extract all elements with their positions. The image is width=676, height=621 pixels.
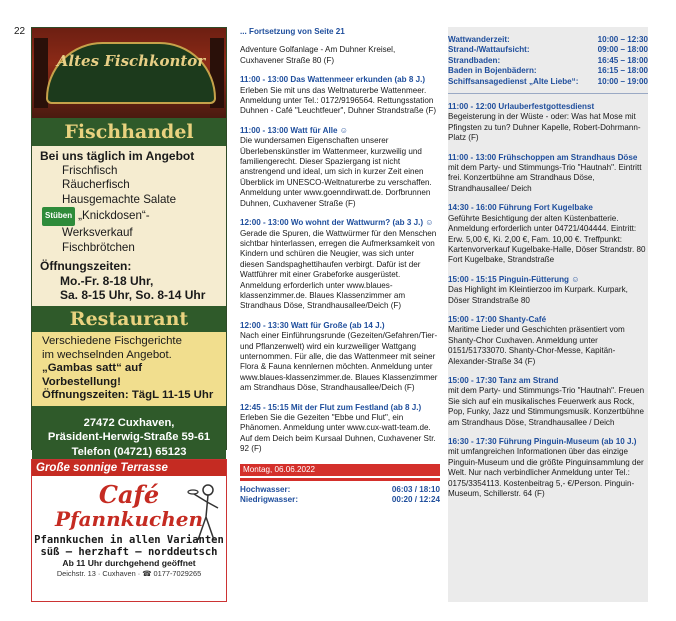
offer-heading: Bei uns täglich im Angebot: [40, 149, 195, 163]
hours-heading: Öffnungszeiten:: [40, 259, 132, 274]
event-title: 12:00 - 13:30 Watt für Große (ab 14 J.): [240, 320, 385, 330]
fischhandel-banner: Fischhandel: [32, 118, 226, 146]
event-title: 12:00 - 13:00 Wo wohnt der Wattwurm? (ab 3 J.) ☺: [240, 218, 434, 228]
events-column-middle: [240, 27, 440, 602]
schedule-value: 10:00 – 12:30: [597, 35, 648, 44]
event-body: Maritime Lieder und Geschichten präsentiert vom Shanty-Chor Cuxhaven. Anmeldung unter 0151/51733070. Shanty-Chor-Messe, Kapitän-Alexander-Straße 34 (F): [448, 325, 625, 366]
event-entry: [448, 203, 648, 265]
offer-item-text: „Knickdosen“-: [78, 209, 150, 223]
event-body: Gerade die Spuren, die Wattwürmer für den Menschen sichtbar hinterlassen, erregen die Aufmerksamkeit von Kindern und schüren die Neugier, was sich unter diesen Sandspaghettihaufen verbirgt. Dafür ist der Wattführer mit einer Grabeforke ausgerüstet. Anmeldung erforderlich unter www.blaues-klassenzimmer.de. Blaues Klassenzimmer am Strandhaus Döse, Strandhausallee/Deich (F): [240, 228, 437, 311]
tide-row: [240, 485, 440, 495]
event-entry: [240, 321, 440, 394]
event-body: Geführte Besichtigung der alten Küstenbatterie. Anmeldung erforderlich unter 04721/404444. Eintritt: Erw. 5,00 €, Ki. 2,00 €, Fam. 10,00 €. Treffpunkt: Kartenvorverkauf Kugelbake-Halle, Döser Strandstr. 80 Fort Kugelbake, Strandstraße: [448, 213, 646, 265]
event-title: 11:00 - 12:00 Urlauberfestgottesdienst: [448, 102, 595, 112]
tide-label: Niedrigwasser:: [240, 495, 299, 505]
restaurant-line: „Gambas satt“ auf Vorbestellung!: [42, 362, 143, 388]
event-entry: [240, 218, 440, 312]
event-title: 14:30 - 16:00 Führung Fort Kugelbake: [448, 203, 593, 213]
event-body: Nach einer Einführungsrunde (Gezeiten/Gefahren/Tier- und Pflanzenwelt) wird ein kurzweiliger Wattgang unternommen. Für alle, die das Wattenmeer mit seiner Flora & Fauna kennlernen möchten. Anmeldung unter www.blaues-klassenzimmer.de. Blaues Klassenzimmer am Strandhaus Döse, Strandhausallee/Deich (F): [240, 331, 438, 393]
event-entry: [448, 102, 648, 144]
tide-label: Hochwasser:: [240, 485, 291, 495]
address-street: Präsident-Herwig-Straße 59-61: [47, 431, 211, 444]
event-title: 11:00 - 13:00 Watt für Alle ☺: [240, 125, 348, 135]
continuation-note: ... Fortsetzung von Seite 21: [240, 27, 345, 36]
schedule-label: Strandbaden:: [448, 55, 501, 65]
restaurant-banner: Restaurant: [32, 306, 226, 332]
day-divider: [240, 478, 440, 481]
intro-entry: Adventure Golfanlage - Am Duhner Kreisel, Cuxhavener Straße 80 (F): [240, 45, 396, 65]
event-body: Die wundersamen Eigenschaften unserer Überlebenskünstler im Wattenmeer, kurzweilig und familiengerecht. Dieser Spaziergang ist nicht anstrengend und ideal, um sich in kurzer Zeit einen Überblick im UNESCO-Weltnaturerbe zu verschaffen. Anmeldung unter www.goenndirwatt.de. Dorfbrunnen Duhnen, Cuxhavener Straße (F): [240, 136, 432, 208]
event-body: mit dem Party- und Stimmungs-Trio "Hautnah". Eintritt frei. Konzertbühne am Strandhaus Döse, Strandhausallee/ Deich: [448, 163, 642, 193]
event-title: 11:00 - 13:00 Frühschoppen am Strandhaus Döse: [448, 152, 638, 162]
terrace-banner: Große sonnige Terrasse: [32, 460, 226, 476]
chef-figure-icon: [188, 482, 222, 542]
restaurant-line: Verschiedene Fischgerichte: [42, 334, 182, 347]
event-body: Begeisterung in der Wüste - oder: Was hat Mose mit Pfingsten zu tun? Duhner Kapelle, Robert-Dohrmann-Platz (F): [448, 112, 641, 143]
schedule-label: Wattwanderzeit:: [448, 35, 510, 44]
offer-list: [32, 146, 226, 303]
pfannkuchen-ad: [31, 459, 227, 602]
schedule-row: [448, 66, 648, 76]
event-entry: [240, 403, 440, 455]
event-entry: [448, 315, 648, 367]
sign-text: Altes Fischkontor: [56, 52, 206, 70]
address-phone: Telefon (04721) 65123: [71, 445, 187, 458]
ad-footer: Deichstr. 13 · Cuxhaven · ☎ 0177-7029265: [56, 569, 202, 578]
restaurant-line: im wechselnden Angebot.: [42, 348, 172, 361]
schedule-row: [448, 35, 648, 45]
tide-value: 06:03 / 18:10: [391, 485, 440, 495]
schedule-label: Strand-/Wattaufsicht:: [448, 45, 530, 55]
hours-line: Sa. 8-15 Uhr, So. 8-14 Uhr: [60, 288, 206, 303]
offer-item: Werksverkauf: [62, 225, 133, 239]
event-title: 11:00 - 13:00 Das Wattenmeer erkunden (ab 8 J.): [240, 75, 426, 85]
event-entry: [448, 153, 648, 195]
event-body: mit dem Party- und Stimmungs-Trio "Hautnah". Freuen Sie sich auf ein musikalisches Feuerwerk aus Rock, Pop, Funky, Jazz und Stimmungsmusik. Konzertbühne am Strandhaus Döse, Strandhausallee / Deich: [448, 386, 645, 427]
event-entry: [240, 75, 440, 117]
tide-row: [240, 495, 440, 505]
schedule-label: Baden in Bojenbädern:: [448, 66, 537, 76]
offer-item: Hausgemachte Salate: [62, 192, 177, 206]
fischkontor-ad: [31, 27, 227, 458]
ad-line: Pfannkuchen in allen Varianten: [34, 534, 224, 546]
tide-value: 00:20 / 12:24: [391, 495, 440, 505]
event-entry: [448, 376, 648, 428]
event-title: 16:30 - 17:30 Führung Pinguin-Museum (ab 10 J.): [448, 437, 637, 446]
event-title: 15:00 - 17:30 Tanz am Strand: [448, 375, 559, 385]
day-header: Montag, 06.06.2022: [240, 464, 440, 476]
offer-item: Fischbrötchen: [62, 240, 135, 254]
schedule-row: [448, 77, 648, 87]
offer-item: [40, 207, 220, 226]
schedule-value: 16:45 – 18:00: [597, 55, 648, 65]
event-body: mit umfangreichen Informationen über das einzige Pinguin-Museum und die größte Pinguinsammlung der Welt. Nur nach verbindlicher Anmeldung unter Tel.: 0175/3354113. Kostenbeitrag 5,- €/Person. Pinguin-Museum, Schillerstr. 64 (F): [448, 447, 644, 499]
event-title: 15:00 - 15:15 Pinguin-Fütterung ☺: [448, 274, 580, 284]
event-entry: [448, 437, 648, 499]
ad-line: süß – herzhaft – norddeutsch: [40, 546, 218, 558]
hours-line: Mo.-Fr. 8-18 Uhr,: [60, 273, 154, 288]
cafe-logo-text: Café: [98, 480, 160, 509]
ad-line: Ab 11 Uhr durchgehend geöffnet: [62, 558, 196, 568]
page-number: 22: [14, 26, 26, 37]
event-title: 15:00 - 17:00 Shanty-Café: [448, 314, 547, 324]
event-body: Erleben Sie die Gezeiten "Ebbe und Flut", ein Phänomen. Anmeldung unter www.cux-watt-team.de. Auf dem Deich beim Kursaal Duhnen, Cuxhavener Str. 92 (F): [240, 413, 436, 454]
pfannkuchen-logo-text: Pfannkuchen: [54, 507, 204, 531]
schedule-row: [448, 45, 648, 55]
restaurant-hours: Öffnungszeiten: TägL 11-15 Uhr: [42, 389, 214, 402]
event-body: Erleben Sie mit uns das Weltnaturerbe Wattenmeer. Anmeldung unter Tel.: 0172/9196564. Rettungsstation Duhnen - Café "Leuchtfeuer", Duhner Strandstraße (F): [240, 85, 437, 116]
offer-item: Räucherfisch: [62, 178, 130, 192]
schedule-divider: [448, 93, 648, 94]
address-city: 27472 Cuxhaven,: [83, 416, 175, 429]
event-entry: [240, 126, 440, 209]
offer-item: Frischfisch: [62, 163, 118, 177]
storefront-photo: [32, 28, 226, 118]
restaurant-info: [32, 332, 226, 406]
schedule-value: 09:00 – 18:00: [597, 45, 648, 55]
event-body: Das Highlight im Kleintierzoo im Kurpark. Kurpark, Döser Strandstraße 80: [448, 285, 628, 305]
schedule-value: 10:00 – 19:00: [597, 76, 648, 86]
schedule-value: 16:15 – 18:00: [597, 66, 648, 76]
events-column-right: [448, 27, 648, 602]
schedule-row: [448, 56, 648, 66]
schedule-label: Schiffsansagedienst „Alte Liebe“:: [448, 76, 579, 86]
event-title: 12:45 - 15:15 Mit der Flut zum Festland (ab 8 J.): [240, 402, 422, 412]
storefront-sign: [46, 42, 216, 104]
event-entry: [448, 275, 648, 306]
stueben-logo: Stüben: [42, 207, 75, 226]
